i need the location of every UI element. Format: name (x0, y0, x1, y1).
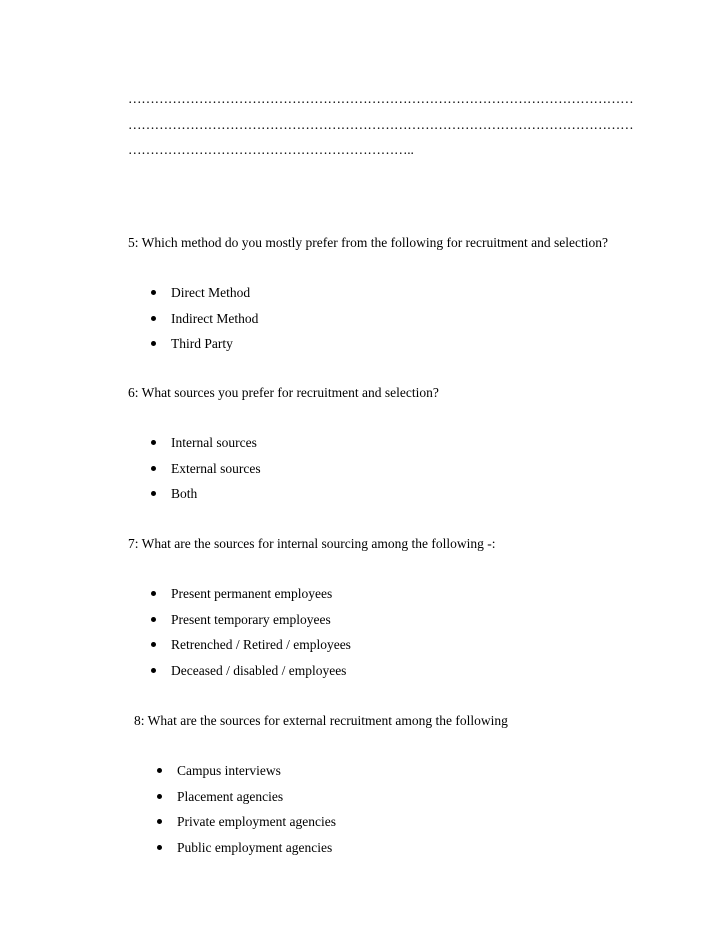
bullet-icon (151, 290, 156, 295)
bullet-icon (151, 316, 156, 321)
answer-dotted-line: …………………………………………………………………………………………………… (128, 117, 634, 132)
bullet-icon (151, 491, 156, 496)
question-8: 8: What are the sources for external recruitment among the following (134, 713, 508, 728)
answer-dotted-line: ……………………………………………………….. (128, 142, 414, 157)
bullet-icon (151, 341, 156, 346)
document-page: …………………………………………………………………………………………………… …………………………………………………………………………………………………… ……………………………………………………….. 5: Which method do you mostly prefer from the following for recruitment and selection? Direct Method Indirect Method Third Party 6: What sources you prefer for recruitment and selection? Internal sources External sources Both 7: What are the sources for internal sourcing among the following -: Present permanent employees Present temporary employees Retrenched / Retired / employees Deceased / disabled / employees 8: What are the sources for external recruitment among the following Campus interviews Placement agencies Private employment agencies Public employment agencies (0, 0, 728, 943)
question-5: 5: Which method do you mostly prefer from the following for recruitment and selection? (128, 235, 608, 250)
bullet-icon (151, 440, 156, 445)
bullet-icon (151, 617, 156, 622)
bullet-icon (151, 642, 156, 647)
bullet-icon (157, 845, 162, 850)
question-7: 7: What are the sources for internal sourcing among the following -: (128, 536, 496, 551)
bullet-icon (151, 591, 156, 596)
bullet-icon (157, 794, 162, 799)
bullet-icon (157, 819, 162, 824)
bullet-icon (157, 768, 162, 773)
bullet-icon (151, 668, 156, 673)
question-6: 6: What sources you prefer for recruitment and selection? (128, 385, 439, 400)
bullet-icon (151, 466, 156, 471)
answer-dotted-line: …………………………………………………………………………………………………… (128, 91, 634, 106)
